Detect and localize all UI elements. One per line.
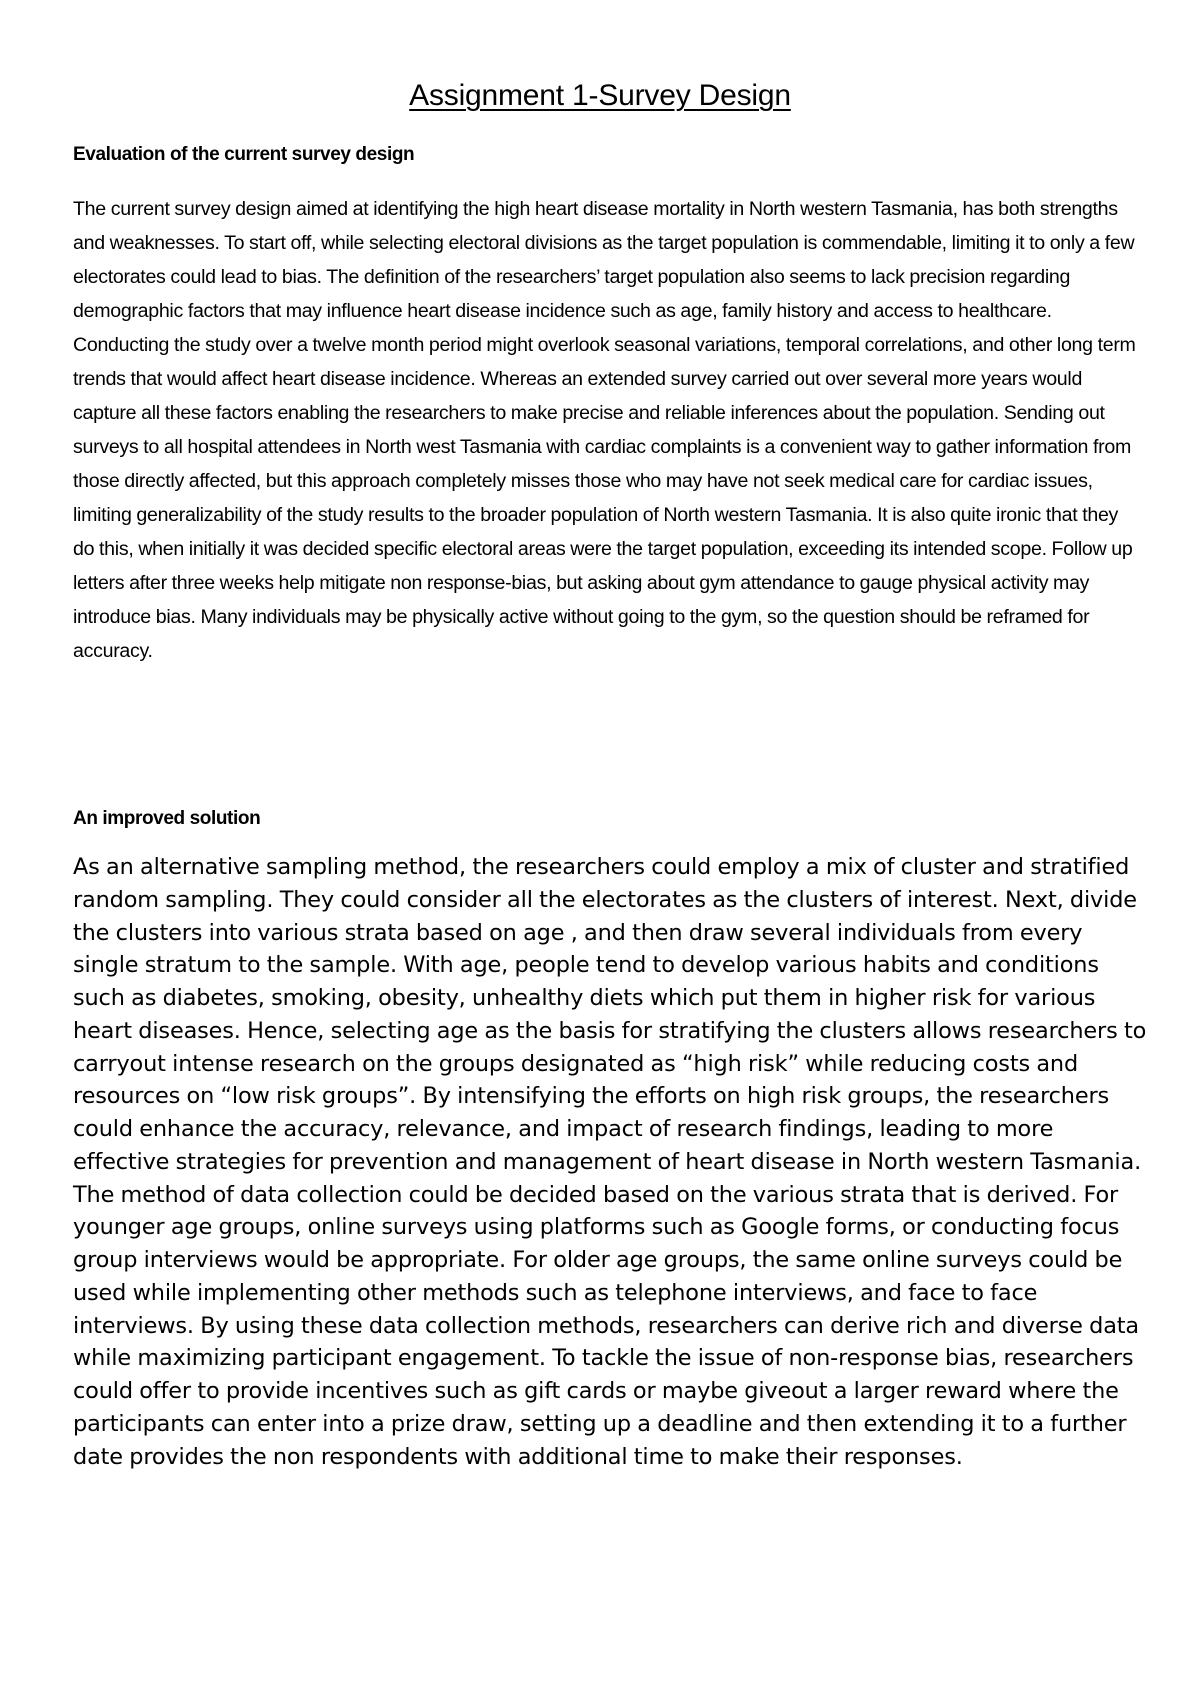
section-heading-improved-solution: An improved solution xyxy=(73,808,261,829)
document-title: Assignment 1-Survey Design xyxy=(409,79,791,112)
section-body-improved-solution: As an alternative sampling method, the researchers could employ a mix of cluster and stratified random sampling. They could consider all the electorates as the clusters of interest. Next, divide the clusters into various strata based on age , and then draw several individuals from every single stratum to the sample. With age, people tend to develop various habits and conditions such as diabetes, smoking, obesity, unhealthy diets which put them in higher risk for various heart diseases. Hence, selecting age as the basis for stratifying the clusters allows researchers to carryout intense research on the groups designated as “high risk” while reducing costs and resources on “low risk groups”. By intensifying the efforts on high risk groups, the researchers could enhance the accuracy, relevance, and impact of research findings, leading to more effective strategies for prevention and management of heart disease in North western Tasmania. The method of data collection could be decided based on the various strata that is derived. For younger age groups, online surveys using platforms such as Google forms, or conducting focus group interviews would be appropriate. For older age groups, the same online surveys could be used while implementing other methods such as telephone interviews, and face to face interviews. By using these data collection methods, researchers can derive rich and diverse data while maximizing participant engagement. To tackle the issue of non-response bias, researchers could offer to provide incentives such as gift cards or maybe giveout a larger reward where the participants can enter into a prize draw, setting up a deadline and then extending it to a further date provides the non respondents with additional time to make their responses. xyxy=(73,854,1147,1470)
section-heading-evaluation: Evaluation of the current survey design xyxy=(73,144,415,165)
section-body-evaluation: The current survey design aimed at identifying the high heart disease mortality in North western Tasmania, has both strengths and weaknesses. To start off, while selecting electoral divisions as the target population is commendable, limiting it to only a few electorates could lead to bias. The definition of the researchers’ target population also seems to lack precision regarding demographic factors that may influence heart disease incidence such as age, family history and access to healthcare. Conducting the study over a twelve month period might overlook seasonal variations, temporal correlations, and other long term trends that would affect heart disease incidence. Whereas an extended survey carried out over several more years would capture all these factors enabling the researchers to make precise and reliable inferences about the population. Sending out surveys to all hospital attendees in North west Tasmania with cardiac complaints is a convenient way to gather information from those directly affected, but this approach completely misses those who may have not seek medical care for cardiac issues, limiting generalizability of the study results to the broader population of North western Tasmania. It is also quite ironic that they do this, when initially it was decided specific electoral areas were the target population, exceeding its intended scope. Follow up letters after three weeks help mitigate non response-bias, but asking about gym attendance to gauge physical activity may introduce bias. Many individuals may be physically active without going to the gym, so the question should be reframed for accuracy. xyxy=(73,198,1136,662)
